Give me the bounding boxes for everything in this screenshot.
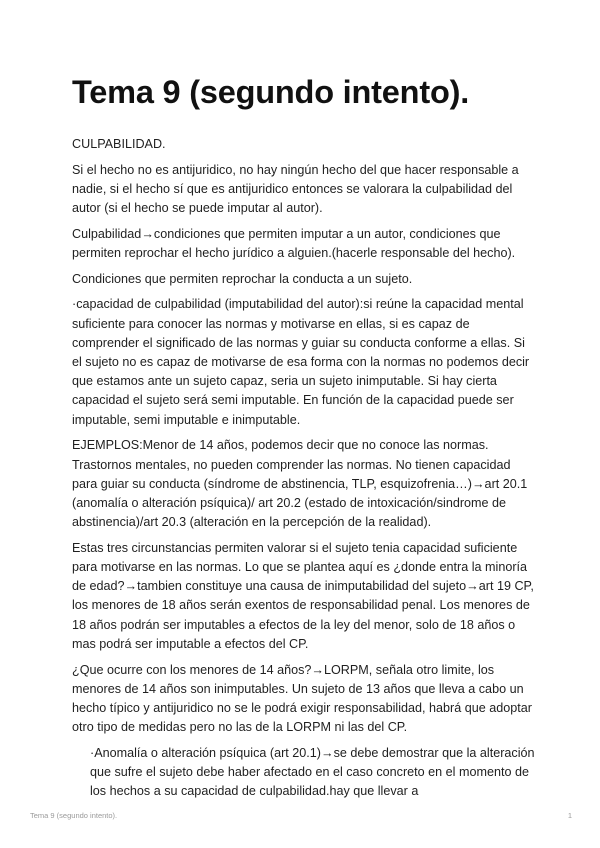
section-heading: CULPABILIDAD. — [72, 137, 166, 151]
paragraph: EJEMPLOS:Menor de 14 años, podemos decir que no conoce las normas. Trastornos mentales, no pueden comprender las normas. No tienen capacidad para guiar su conducta (síndrome de abstinencia, TLP, esquizofrenia…)→art 20.1 (anomalía o alteración psíquica)/ art 20.2 (estado de intoxicación/sindrome de abstinencia)/art 20.3 (alteración en la percepción de la realidad). — [72, 438, 528, 530]
paragraph: Estas tres circunstancias permiten valorar si el sujeto tenia capacidad suficiente para motivarse en las normas. Lo que se plantea aquí es ¿donde entra la minoría de edad?→tambien constituye una causa de inimputabilidad del sujeto→art 19 CP, los menores de 18 años serán exentos de responsabilidad penal. Los menores de 18 años podrán ser imputables a efectos de la ley del menor, solo de 18 años o mas podrá ser imputable a efectos del CP. — [72, 540, 534, 651]
footer-title: Tema 9 (segundo intento). — [30, 811, 118, 820]
indented-paragraph: ·Anomalía o alteración psíquica (art 20.1)→se debe demostrar que la alteración que sufre el sujeto debe haber afectado en el caso concreto en el momento de los hechos a su capacidad de culpabilidad.hay que llevar a — [90, 745, 535, 799]
paragraph: ·capacidad de culpabilidad (imputabilidad del autor):si reúne la capacidad mental suficiente para conocer las normas y motivarse en ellas, si es capaz de comprender el significado de las normas y guiar su conducta conforme a ellas. Si el sujeto no es capaz de motivarse de esa forma con la normas no podemos decir que estamos ante un sujeto capaz, seria un sujeto inimputable. Si hay cierta capacidad el sujeto será semi imputable. En función de la capacidad puede ser imputable, semi imputable e inimputable. — [72, 297, 530, 427]
paragraph: Culpabilidad→condiciones que permiten imputar a un autor, condiciones que permiten reprochar el hecho jurídico a alguien.(hacerle responsable del hecho). — [72, 226, 516, 261]
paragraph: Condiciones que permiten reprochar la conducta a un sujeto. — [72, 271, 413, 286]
document-body — [72, 135, 537, 808]
page-title: Tema 9 (segundo intento). — [72, 74, 470, 110]
paragraph: ¿Que ocurre con los menores de 14 años?→LORPM, señala otro limite, los menores de 14 años son inimputables. Un sujeto de 13 años que lleva a cabo un hecho típico y antijuridico no se le podrá exigir responsabilidad, habrá que adoptar otro tipo de medidas pero no las de la LORPM ni las del CP. — [72, 662, 532, 735]
paragraph: Si el hecho no es antijuridico, no hay ningún hecho del que hacer responsable a nadie, si el hecho sí que es antijuridico entonces se valorara la culpabilidad del autor (si el hecho se puede imputar al autor). — [72, 162, 519, 216]
page-number: 1 — [567, 811, 572, 820]
